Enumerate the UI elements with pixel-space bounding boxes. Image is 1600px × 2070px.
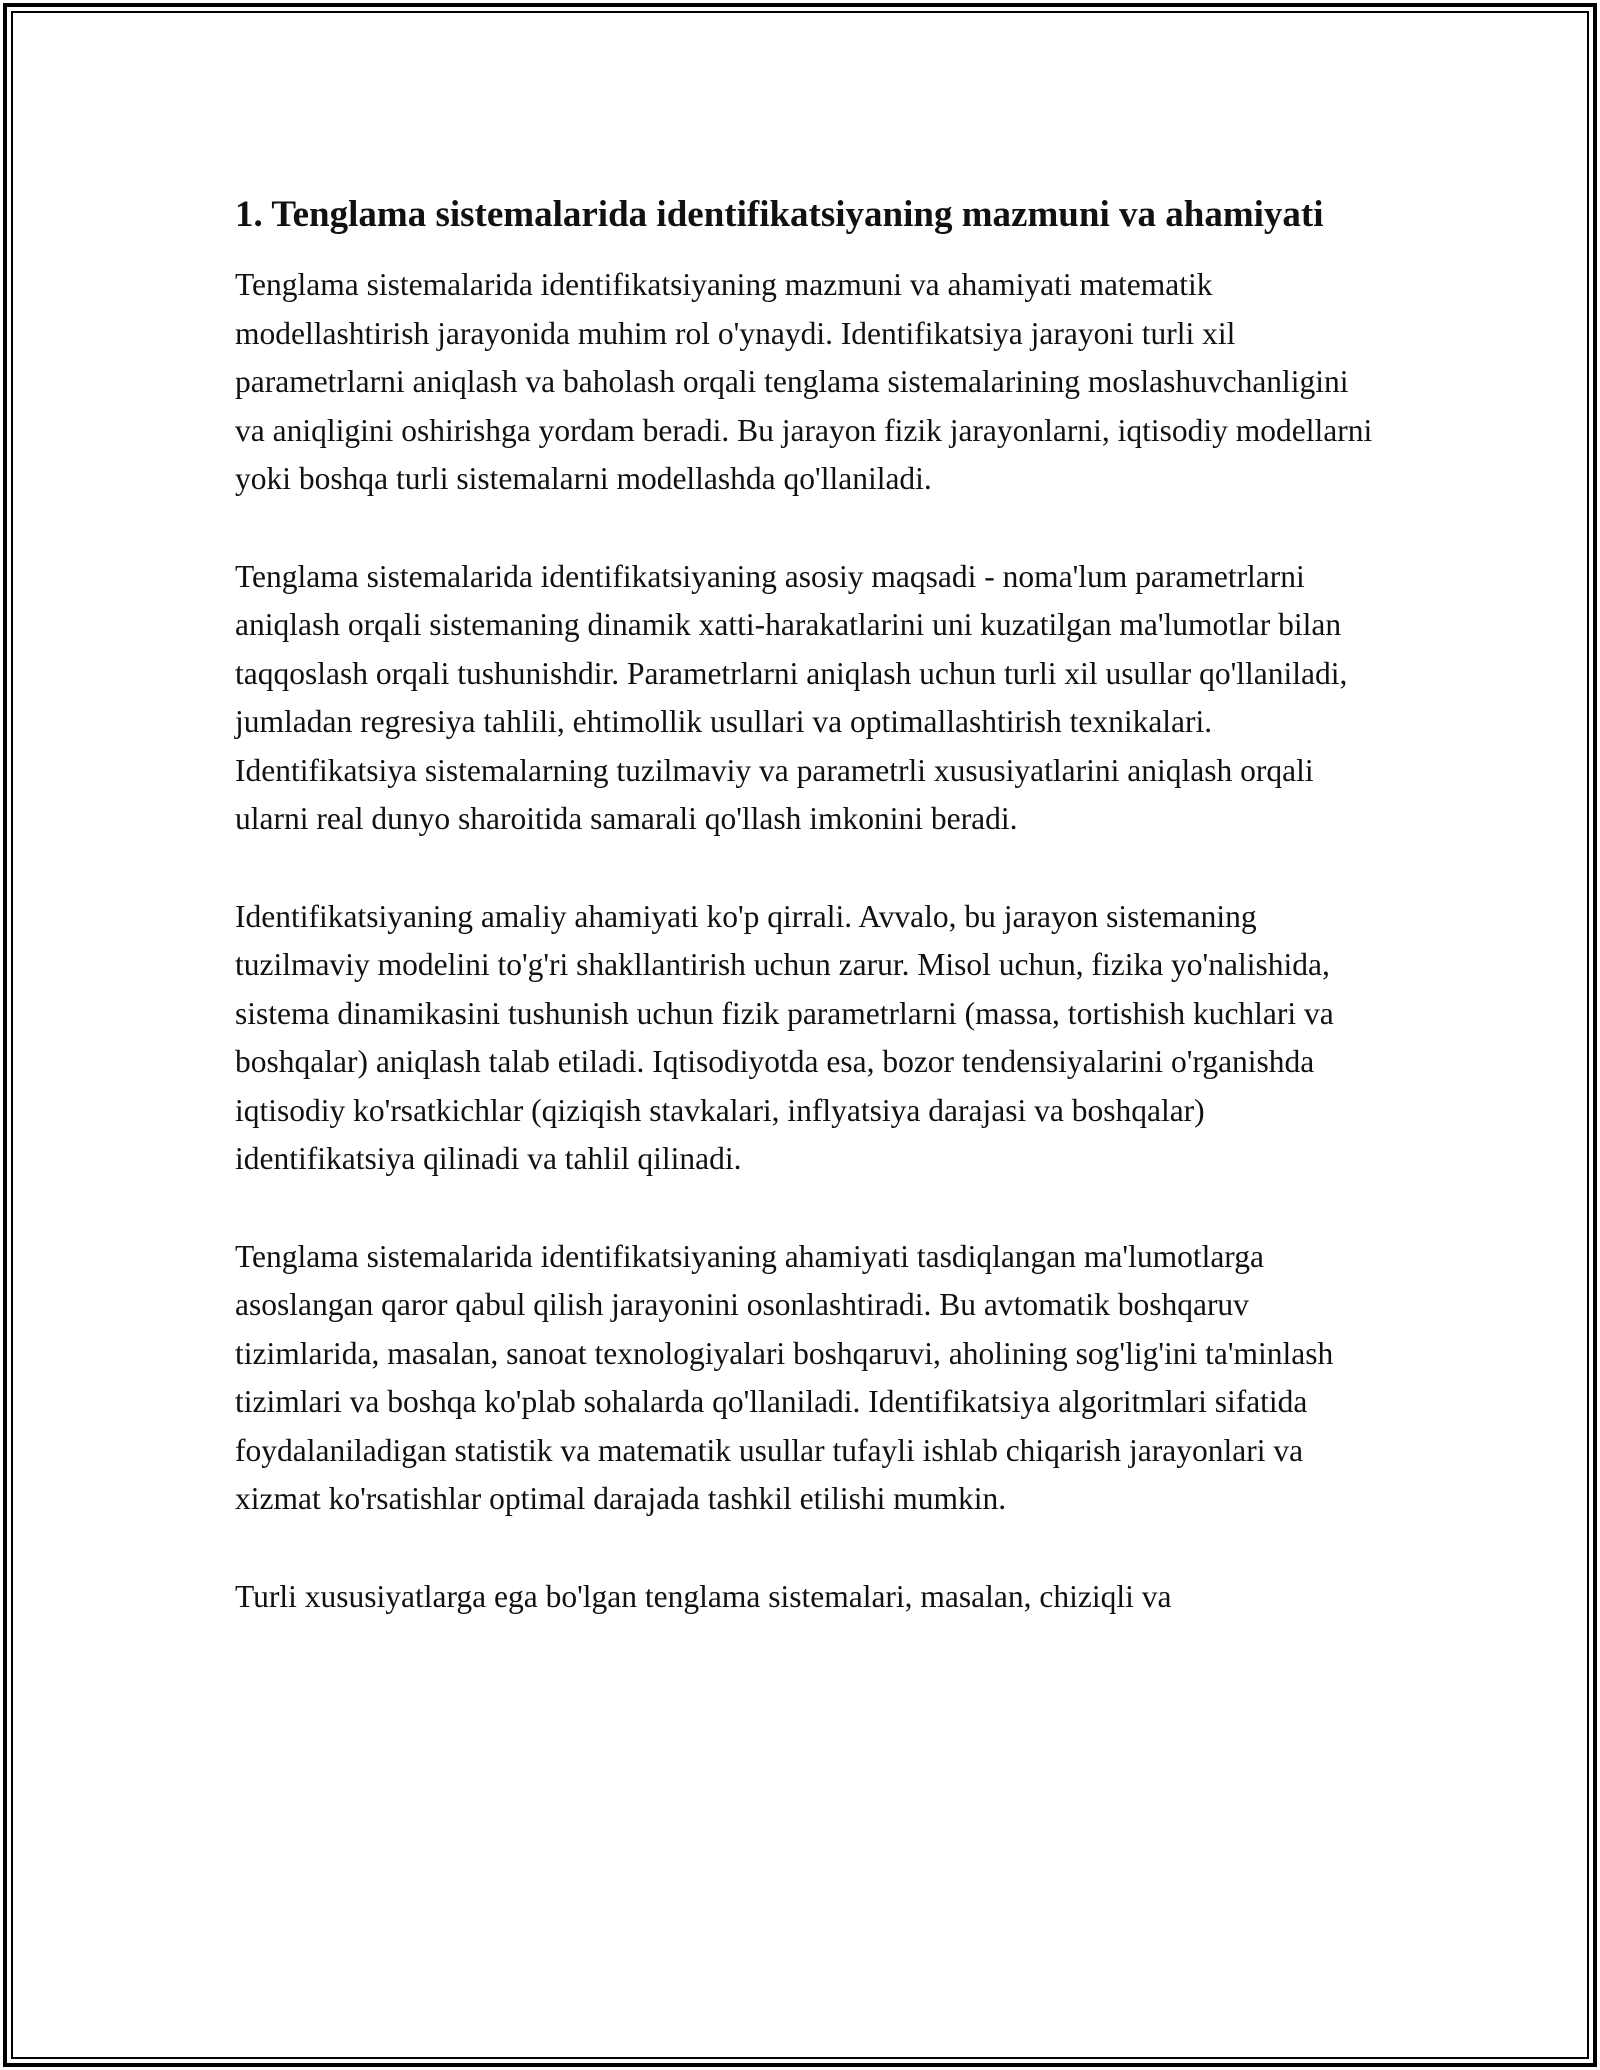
paragraph-1: Tenglama sistemalarida identifikatsiyaning mazmuni va ahamiyati matematik modellashtirish jarayonida muhim rol o'ynaydi. Identifikatsiya jarayoni turli xil parametrlarni aniqlash va baholash orqali tenglama sistemalarining moslashuvchanligini va aniqligini oshirishga yordam beradi. Bu jarayon fizik jarayonlarni, iqtisodiy modellarni yoki boshqa turli sistemalarni modellashda qo'llaniladi.	[235, 267, 1373, 496]
document-body	[235, 187, 1375, 1670]
paragraph-5: Turli xususiyatlarga ega bo'lgan tenglama sistemalari, masalan, chiziqli va	[235, 1578, 1172, 1614]
section-title: 1. Tenglama sistemalarida identifikatsiyaning mazmuni va ahamiyati	[235, 194, 1324, 235]
paragraph-4: Tenglama sistemalarida identifikatsiyaning ahamiyati tasdiqlangan ma'lumotlarga asoslangan qaror qabul qilish jarayonini osonlashtiradi. Bu avtomatik boshqaruv tizimlarida, masalan, sanoat texnologiyalari boshqaruvi, aholining sog'lig'ini ta'minlash tizimlari va boshqa ko'plab sohalarda qo'llaniladi. Identifikatsiya algoritmlari sifatida foydalaniladigan statistik va matematik usullar tufayli ishlab chiqarish jarayonlari va xizmat ko'rsatishlar optimal darajada tashkil etilishi mumkin.	[235, 1238, 1334, 1516]
paragraph-2: Tenglama sistemalarida identifikatsiyaning asosiy maqsadi - noma'lum parametrlarni aniqlash orqali sistemaning dinamik xatti-harakatlarini uni kuzatilgan ma'lumotlar bilan taqqoslash orqali tushunishdir. Parametrlarni aniqlash uchun turli xil usullar qo'llaniladi, jumladan regresiya tahlili, ehtimollik usullari va optimallashtirish texnikalari. Identifikatsiya sistemalarning tuzilmaviy va parametrli xususiyatlarini aniqlash orqali ularni real dunyo sharoitida samarali qo'llash imkonini beradi.	[235, 558, 1348, 836]
paragraph-3: Identifikatsiyaning amaliy ahamiyati ko'p qirrali. Avvalo, bu jarayon sistemaning tuzilmaviy modelini to'g'ri shakllantirish uchun zarur. Misol uchun, fizika yo'nalishida, sistema dinamikasini tushunish uchun fizik parametrlarni (massa, tortishish kuchlari va boshqalar) aniqlash talab etiladi. Iqtisodiyotda esa, bozor tendensiyalarini o'rganishda iqtisodiy ko'rsatkichlar (qiziqish stavkalari, inflyatsiya darajasi va boshqalar) identifikatsiya qilinadi va tahlil qilinadi.	[235, 898, 1334, 1176]
